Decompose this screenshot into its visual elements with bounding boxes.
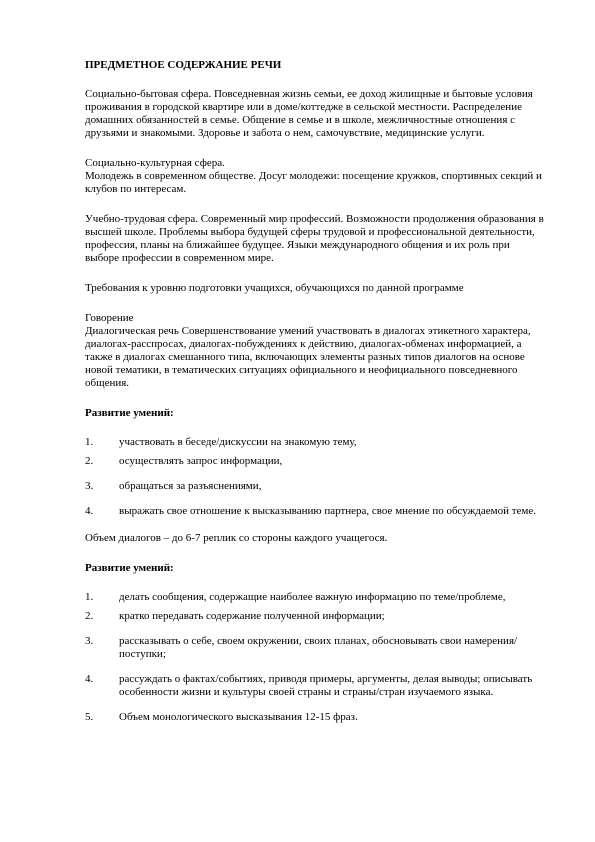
list-item-number: 3. bbox=[85, 480, 94, 492]
list-item bbox=[85, 455, 545, 468]
list-item bbox=[85, 635, 545, 661]
list-item-text: рассуждать о фактах/событиях, приводя примеры, аргументы, делая выводы; описывать особенности жизни и культуры своей страны и страны/стран изучаемого языка. bbox=[119, 673, 533, 698]
list-item-text: обращаться за разъяснениями, bbox=[119, 480, 262, 492]
list-item-text: кратко передавать содержание полученной информации; bbox=[119, 610, 385, 622]
paragraph-social-cultural bbox=[85, 157, 545, 196]
paragraph-educational-labor: Учебно-трудовая сфера. Современный мир профессий. Возможности продолжения образования в высшей школе. Проблемы выбора будущей сферы трудовой и профессиональной деятельности, профессия, планы на ближайшее будущее. Языки международного общения и их роль при выборе профессии в современном мире. bbox=[85, 213, 544, 264]
list-item bbox=[85, 505, 545, 518]
page-title: ПРЕДМЕТНОЕ СОДЕРЖАНИЕ РЕЧИ bbox=[85, 59, 282, 71]
skills-list-2 bbox=[85, 591, 545, 724]
list-item-text: участвовать в беседе/дискуссии на знакомую тему, bbox=[119, 436, 357, 448]
list-item-number: 5. bbox=[85, 711, 94, 723]
list-item-number: 1. bbox=[85, 436, 94, 448]
speaking-heading: Говорение bbox=[85, 312, 134, 324]
list-item-number: 2. bbox=[85, 610, 94, 622]
list-item-number: 1. bbox=[85, 591, 94, 603]
list-item-number: 3. bbox=[85, 635, 94, 647]
paragraph-social-everyday: Социально-бытовая сфера. Повседневная жизнь семьи, ее доход жилищные и бытовые условия проживания в городской квартире или в доме/коттедже в сельской местности. Распределение домашних обязанностей в семье. Общение в семье и в школе, межличностные отношения с друзьями и знакомыми. Здоровье и забота о нем, самочувствие, медицинские услуги. bbox=[85, 88, 533, 139]
list-item-text: Объем монологического высказывания 12-15 фраз. bbox=[119, 711, 358, 723]
list-item-text: осуществлять запрос информации, bbox=[119, 455, 283, 467]
list-item bbox=[85, 436, 545, 449]
list-item-number: 2. bbox=[85, 455, 94, 467]
paragraph-speaking bbox=[85, 312, 545, 390]
document-content bbox=[85, 59, 545, 738]
skills-heading-2: Развитие умений: bbox=[85, 562, 174, 574]
paragraph-dialog-volume: Объем диалогов – до 6-7 реплик со стороны каждого учащегося. bbox=[85, 532, 388, 544]
list-item bbox=[85, 673, 545, 699]
list-item bbox=[85, 711, 545, 724]
skills-list-1 bbox=[85, 436, 545, 518]
social-cultural-body: Молодежь в современном обществе. Досуг молодежи: посещение кружков, спортивных секций и клубов по интересам. bbox=[85, 170, 542, 195]
list-item bbox=[85, 480, 545, 493]
list-item-text: выражать свое отношение к высказыванию партнера, свое мнение по обсуждаемой теме. bbox=[119, 505, 536, 517]
list-item-number: 4. bbox=[85, 505, 94, 517]
list-item bbox=[85, 610, 545, 623]
list-item-text: рассказывать о себе, своем окружении, своих планах, обосновывать свои намерения/поступки; bbox=[119, 635, 518, 660]
paragraph-requirements: Требования к уровню подготовки учащихся, обучающихся по данной программе bbox=[85, 282, 464, 294]
speaking-body: Диалогическая речь Совершенствование умений участвовать в диалогах этикетного характера, диалогах-расспросах, диалогах-побуждениях к действию, диалогах-обменах информацией, а также в диалогах смешанного типа, включающих элементы разных типов диалогов на основе новой тематики, в тематических ситуациях официального и неофициального повседневного общения. bbox=[85, 325, 531, 389]
skills-heading-1: Развитие умений: bbox=[85, 407, 174, 419]
social-cultural-heading: Социально-культурная сфера. bbox=[85, 157, 225, 169]
list-item-text: делать сообщения, содержащие наиболее важную информацию по теме/проблеме, bbox=[119, 591, 506, 603]
list-item bbox=[85, 591, 545, 604]
list-item-number: 4. bbox=[85, 673, 94, 685]
